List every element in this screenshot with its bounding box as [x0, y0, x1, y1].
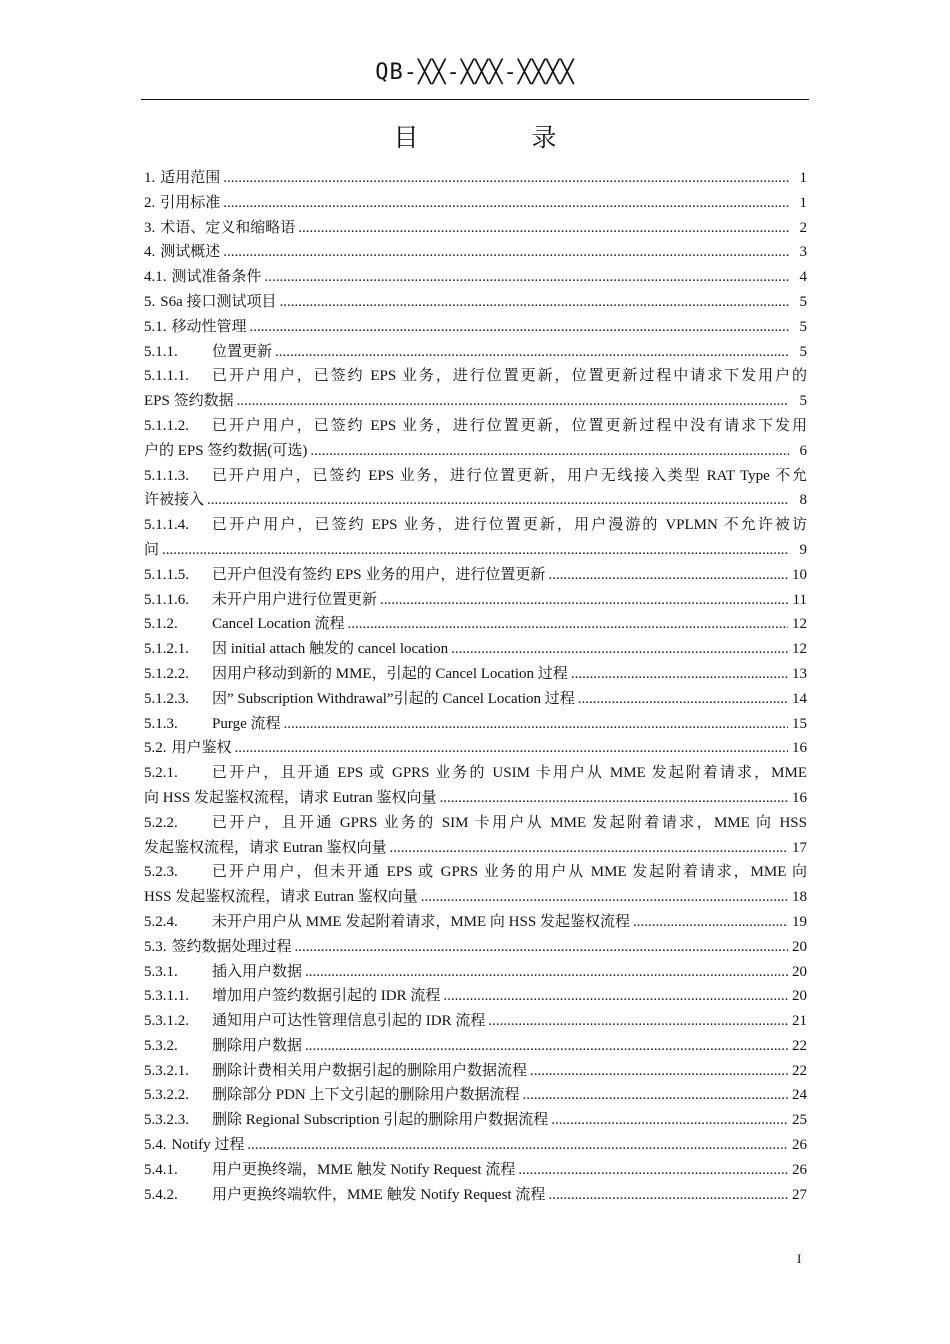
toc-entry[interactable]	[144, 364, 807, 414]
dot-leader	[298, 216, 789, 241]
toc-entry-title: 删除 Regional Subscription 引起的删除用户数据流程	[212, 1112, 549, 1129]
toc-entry[interactable]	[144, 687, 807, 712]
toc-entry-page: 5	[799, 343, 807, 360]
dot-leader	[247, 1133, 788, 1158]
dot-leader	[523, 1083, 788, 1108]
dot-leader	[443, 984, 788, 1009]
toc-entry[interactable]	[144, 960, 807, 985]
dot-leader	[162, 538, 789, 563]
toc-entry-title: 未开户用户从 MME 发起附着请求，MME 向 HSS 发起鉴权流程	[212, 913, 630, 930]
toc-title: 目 录	[393, 125, 601, 152]
toc-entry[interactable]	[144, 315, 807, 340]
toc-entry-number: 5.3.2.1.	[144, 1062, 189, 1079]
toc-entry-number: 5.3.1.	[144, 963, 178, 980]
toc-entry-title: 因” Subscription Withdrawal”引起的 Cancel Location 过程	[212, 690, 575, 707]
toc-entry[interactable]	[144, 464, 807, 514]
toc-entry[interactable]	[144, 1133, 807, 1158]
toc-entry-page: 20	[792, 988, 807, 1005]
toc-entry[interactable]	[144, 1083, 807, 1108]
toc-entry-page: 10	[792, 566, 807, 583]
dot-leader	[250, 315, 789, 340]
toc-entry-number: 5.1.3.	[144, 715, 178, 732]
toc-entry-number: 5.2.2.	[144, 814, 178, 831]
toc-entry-page: 1	[799, 170, 807, 186]
toc-entry-page: 20	[792, 963, 807, 980]
toc-entry-title-continued: 发起鉴权流程，请求 Eutran 鉴权向量	[144, 839, 387, 856]
toc-entry-number: 5.3.2.2.	[144, 1087, 189, 1104]
toc-entry-page: 12	[792, 616, 807, 633]
dot-leader	[237, 389, 789, 414]
toc-entry-page: 11	[792, 591, 807, 608]
toc-entry-number: 5.4.2.	[144, 1186, 178, 1203]
toc-entry-page: 4	[799, 269, 807, 286]
toc-entry-title: 已开户用户，已签约 EPS 业务，进行位置更新，位置更新过程中没有请求下发用	[212, 417, 807, 434]
dot-leader	[551, 1108, 788, 1133]
toc-entry-title: 位置更新	[212, 343, 273, 360]
header-rule	[141, 99, 809, 100]
toc-entry-page: 26	[792, 1161, 807, 1178]
toc-entry[interactable]	[144, 1059, 807, 1084]
toc-entry[interactable]	[144, 1183, 807, 1208]
toc-entry-number: 5.1.1.5.	[144, 566, 189, 583]
toc-entry[interactable]	[144, 290, 807, 315]
toc-entry-number: 5.1.1.3.	[144, 467, 189, 484]
toc-entry[interactable]	[144, 513, 807, 563]
toc-entry-number: 2.	[144, 194, 156, 211]
toc-entry-page: 15	[792, 715, 807, 732]
toc-entry-title: 因用户移动到新的 MME，引起的 Cancel Location 过程	[212, 665, 568, 682]
toc-entry-title: 增加用户签约数据引起的 IDR 流程	[212, 988, 441, 1005]
toc-entry-page: 20	[792, 938, 807, 955]
toc-entry-number: 5.1.1.4.	[144, 517, 189, 534]
toc-entry-page: 13	[792, 665, 807, 682]
toc-entry-number: 5.3.	[144, 938, 167, 955]
dot-leader	[389, 836, 788, 861]
toc-entry-title: 已开户，且开通 GPRS 业务的 SIM 卡用户从 MME 发起附着请求，MME 向 HSS	[212, 814, 807, 831]
toc-entry-page: 21	[792, 1013, 807, 1030]
toc-entry-number: 5.2.1.	[144, 765, 178, 782]
toc-entry-number: 5.	[144, 293, 156, 310]
toc-entry-title: 用户鉴权	[171, 740, 232, 757]
dot-leader	[235, 736, 788, 761]
dot-leader	[451, 637, 788, 662]
document-code: QB-╳╳-╳╳╳-╳╳╳╳	[375, 60, 575, 85]
toc-entry-number: 5.1.2.2.	[144, 665, 189, 682]
toc-entry[interactable]	[144, 712, 807, 737]
toc-entry-number: 5.4.	[144, 1137, 167, 1154]
toc-entry-page: 3	[799, 244, 807, 261]
toc-entry-page: 25	[792, 1112, 807, 1129]
toc-entry-title: 删除用户数据	[212, 1037, 303, 1054]
toc-entry-page: 26	[792, 1137, 807, 1154]
table-of-contents	[144, 166, 807, 1207]
toc-entry-number: 5.2.4.	[144, 913, 178, 930]
toc-entry-number: 5.4.1.	[144, 1161, 178, 1178]
toc-entry-title: 删除部分 PDN 上下文引起的删除用户数据流程	[212, 1087, 520, 1104]
toc-entry-page: 18	[792, 889, 807, 906]
toc-entry[interactable]	[144, 984, 807, 1009]
toc-entry-number: 3.	[144, 219, 156, 236]
dot-leader	[223, 166, 789, 191]
toc-entry-page: 9	[799, 541, 807, 558]
toc-entry-page: 5	[799, 318, 807, 335]
toc-entry-page: 19	[792, 913, 807, 930]
toc-entry-title: 已开户用户，已签约 EPS 业务，进行位置更新，用户漫游的 VPLMN 不允许被访	[212, 517, 807, 534]
page-number: I	[797, 1251, 802, 1266]
toc-entry[interactable]	[144, 860, 807, 910]
toc-entry[interactable]	[144, 563, 807, 588]
toc-entry-number: 5.1.1.2.	[144, 417, 189, 434]
toc-entry-page: 22	[792, 1062, 807, 1079]
dot-leader	[275, 340, 789, 365]
toc-entry-page: 1	[799, 194, 807, 211]
toc-entry[interactable]	[144, 910, 807, 935]
toc-entry-number: 5.3.1.2.	[144, 1013, 189, 1030]
toc-entry-title-continued: 许被接入	[144, 492, 205, 509]
toc-entry-title: 已开户用户，已签约 EPS 业务，进行位置更新，用户无线接入类型 RAT Type 不允	[212, 467, 807, 484]
toc-entry[interactable]	[144, 637, 807, 662]
toc-entry[interactable]	[144, 216, 807, 241]
toc-entry[interactable]	[144, 414, 807, 464]
toc-entry[interactable]	[144, 811, 807, 861]
dot-leader	[488, 1009, 788, 1034]
toc-entry-page: 16	[792, 740, 807, 757]
toc-entry-title: 测试准备条件	[171, 269, 262, 286]
toc-entry[interactable]	[144, 761, 807, 811]
dot-leader	[283, 712, 788, 737]
dot-leader	[223, 191, 789, 216]
dot-leader	[421, 885, 788, 910]
toc-entry-title: S6a 接口测试项目	[160, 293, 277, 310]
toc-entry-title: 插入用户数据	[212, 963, 303, 980]
dot-leader	[305, 1034, 788, 1059]
toc-entry-title-continued: EPS 签约数据	[144, 393, 234, 410]
toc-entry-title: 适用范围	[160, 170, 221, 186]
toc-entry-page: 12	[792, 641, 807, 658]
toc-entry-number: 5.2.3.	[144, 864, 178, 881]
toc-entry-number: 5.1.	[144, 318, 167, 335]
toc-entry-number: 5.1.1.	[144, 343, 178, 360]
toc-entry[interactable]	[144, 612, 807, 637]
toc-entry[interactable]	[144, 1034, 807, 1059]
toc-entry-title: 删除计费相关用户数据引起的删除用户数据流程	[212, 1062, 528, 1079]
toc-entry[interactable]	[144, 935, 807, 960]
toc-entry-number: 4.1.	[144, 269, 167, 286]
dot-leader	[578, 687, 788, 712]
dot-leader	[571, 662, 788, 687]
dot-leader	[280, 290, 789, 315]
toc-entry[interactable]	[144, 1009, 807, 1034]
toc-entry-number: 5.1.2.3.	[144, 690, 189, 707]
dot-leader	[223, 240, 789, 265]
toc-entry-title: Purge 流程	[212, 715, 281, 732]
toc-entry-title: 已开户用户，但未开通 EPS 或 GPRS 业务的用户从 MME 发起附着请求，MME 向	[212, 864, 807, 881]
toc-entry-page: 14	[792, 690, 807, 707]
dot-leader	[548, 563, 788, 588]
toc-entry-title: 引用标准	[160, 194, 221, 211]
toc-entry-title: 签约数据处理过程	[171, 938, 292, 955]
dot-leader	[633, 910, 788, 935]
dot-leader	[530, 1059, 788, 1084]
dot-leader	[265, 265, 789, 290]
toc-entry-page: 5	[799, 293, 807, 310]
toc-entry-number: 5.3.2.	[144, 1037, 178, 1054]
toc-entry-number: 5.1.1.1.	[144, 368, 189, 385]
toc-entry-title: 因 initial attach 触发的 cancel location	[212, 641, 449, 658]
toc-entry-page: 27	[792, 1186, 807, 1203]
toc-entry-page: 16	[792, 789, 807, 806]
toc-entry-page: 5	[799, 393, 807, 410]
toc-entry-page: 8	[799, 492, 807, 509]
toc-entry[interactable]	[144, 340, 807, 365]
toc-entry-title: Notify 过程	[171, 1137, 245, 1154]
toc-entry-title: 已开户，且开通 EPS 或 GPRS 业务的 USIM 卡用户从 MME 发起附着请求，MME	[212, 765, 807, 782]
toc-entry-number: 5.3.2.3.	[144, 1112, 189, 1129]
dot-leader	[310, 439, 789, 464]
toc-entry-number: 5.1.1.6.	[144, 591, 189, 608]
toc-entry-page: 2	[799, 219, 807, 236]
toc-entry-title: 已开户用户，已签约 EPS 业务，进行位置更新，位置更新过程中请求下发用户的	[212, 368, 807, 385]
dot-leader	[440, 786, 788, 811]
dot-leader	[518, 1158, 788, 1183]
toc-entry[interactable]	[144, 662, 807, 687]
toc-entry-title: 移动性管理	[171, 318, 247, 335]
toc-entry-title: 术语、定义和缩略语	[160, 219, 296, 236]
toc-entry[interactable]	[144, 588, 807, 613]
toc-entry-number: 4.	[144, 244, 156, 261]
dot-leader	[305, 960, 788, 985]
toc-entry-title: 通知用户可达性管理信息引起的 IDR 流程	[212, 1013, 486, 1030]
toc-entry-title: 用户更换终端，MME 触发 Notify Request 流程	[212, 1161, 516, 1178]
toc-entry[interactable]	[144, 191, 807, 216]
toc-entry-page: 24	[792, 1087, 807, 1104]
dot-leader	[548, 1183, 788, 1208]
toc-entry[interactable]	[144, 265, 807, 290]
toc-entry-title-continued: 向 HSS 发起鉴权流程，请求 Eutran 鉴权向量	[144, 789, 437, 806]
dot-leader	[347, 612, 788, 637]
toc-entry-title: 用户更换终端软件，MME 触发 Notify Request 流程	[212, 1186, 546, 1203]
toc-entry-title-continued: HSS 发起鉴权流程，请求 Eutran 鉴权向量	[144, 889, 418, 906]
dot-leader	[295, 935, 788, 960]
toc-entry[interactable]	[144, 240, 807, 265]
toc-entry-page: 22	[792, 1037, 807, 1054]
toc-entry[interactable]	[144, 166, 807, 191]
toc-entry[interactable]	[144, 1158, 807, 1183]
toc-entry-title-continued: 户的 EPS 签约数据(可选)	[144, 442, 308, 459]
toc-entry[interactable]	[144, 1108, 807, 1133]
dot-leader	[207, 488, 789, 513]
toc-entry-number: 5.1.2.1.	[144, 641, 189, 658]
toc-entry-title-continued: 问	[144, 541, 160, 558]
toc-entry-number: 5.3.1.1.	[144, 988, 189, 1005]
toc-entry-title: 已开户但没有签约 EPS 业务的用户，进行位置更新	[212, 566, 546, 583]
toc-entry-title: Cancel Location 流程	[212, 616, 345, 633]
toc-entry[interactable]	[144, 736, 807, 761]
toc-entry-title: 测试概述	[160, 244, 221, 261]
toc-entry-number: 1.	[144, 170, 156, 186]
toc-entry-page: 6	[799, 442, 807, 459]
dot-leader	[380, 588, 789, 613]
toc-entry-page: 17	[792, 839, 807, 856]
toc-entry-title: 未开户用户进行位置更新	[212, 591, 378, 608]
toc-entry-number: 5.1.2.	[144, 616, 178, 633]
toc-entry-number: 5.2.	[144, 740, 167, 757]
